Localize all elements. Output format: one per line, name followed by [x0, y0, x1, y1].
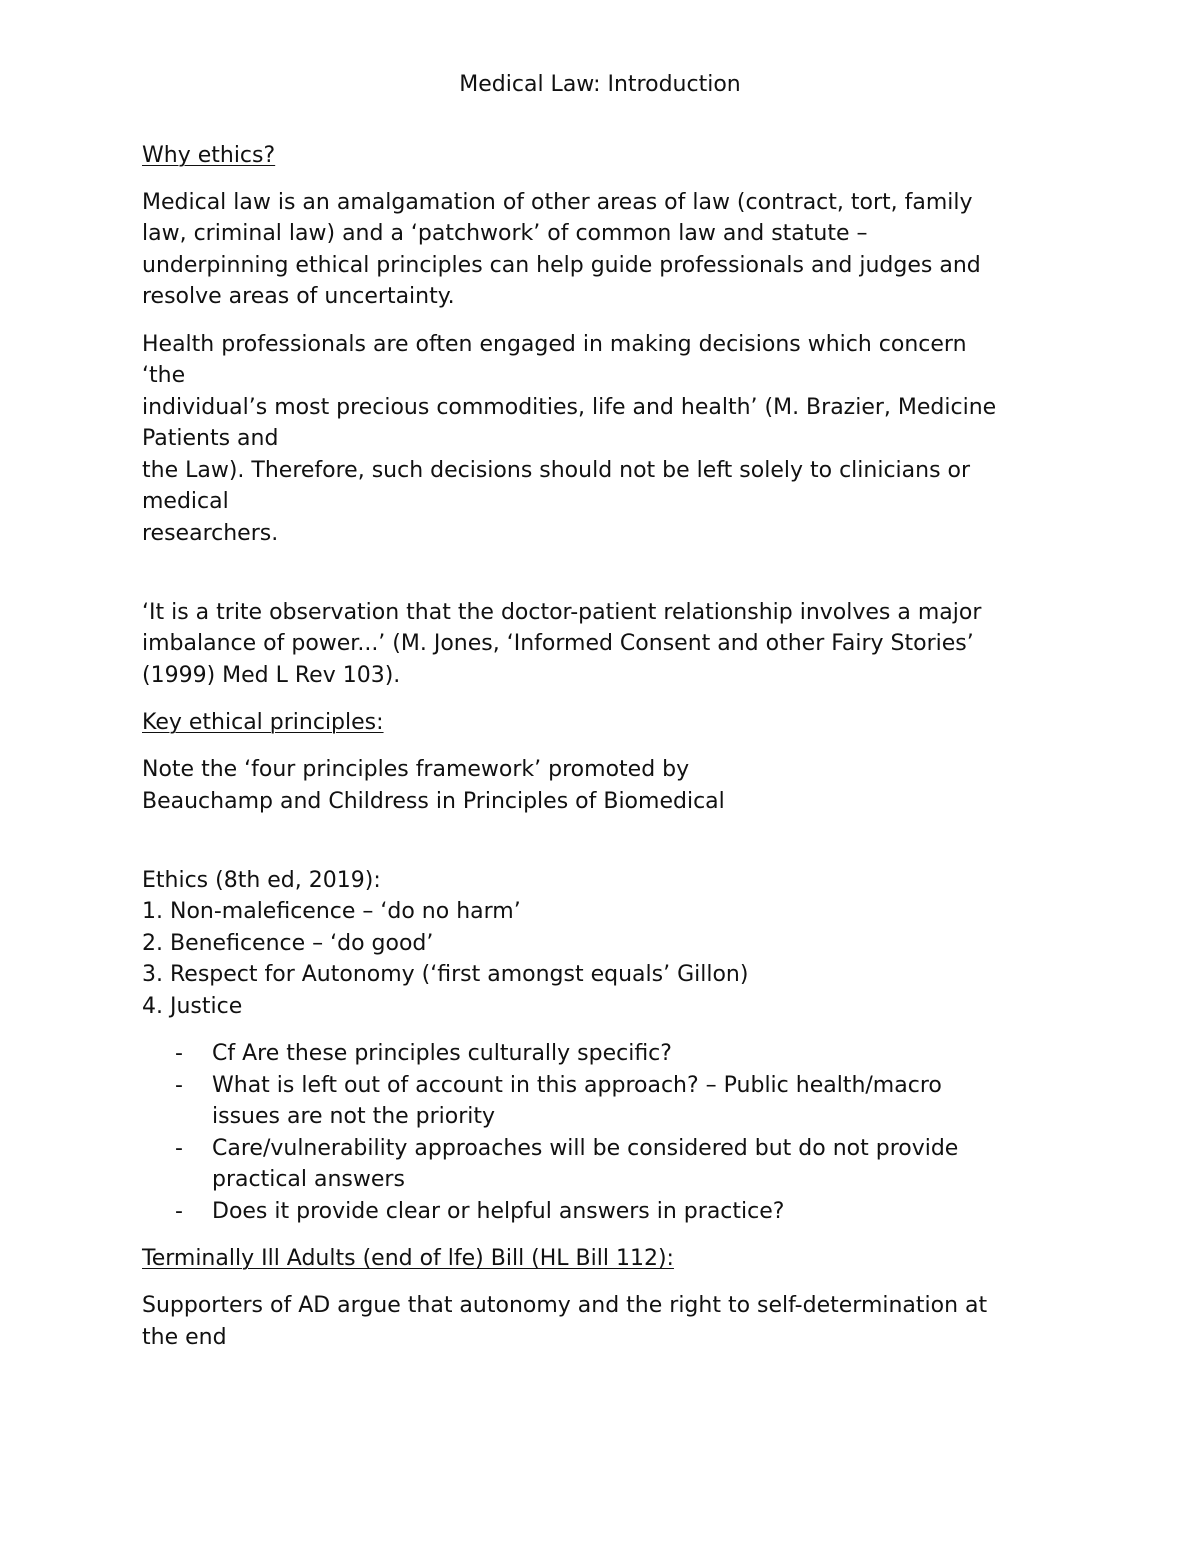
paragraph-line: law, criminal law) and a ‘patchwork’ of common law and statute –: [142, 221, 868, 246]
principle-item: 1. Non-maleficence – ‘do no harm’: [142, 899, 521, 924]
paragraph-line: Medical law is an amalgamation of other areas of law (contract, tort, family: [142, 190, 973, 215]
bullet-marker: -: [175, 1073, 183, 1098]
paragraph-line: individual’s most precious commodities, life and health’ (M. Brazier, Medicine: [142, 395, 997, 420]
bullet-item: Does it provide clear or helpful answers in practice?: [212, 1199, 785, 1224]
paragraph-line: Note the ‘four principles framework’ promoted by: [142, 757, 690, 782]
principle-item: 3. Respect for Autonomy (‘first amongst equals’ Gillon): [142, 962, 749, 987]
bullet-marker: -: [175, 1136, 183, 1161]
bullet-item: issues are not the priority: [212, 1104, 496, 1129]
paragraph-line: Patients and: [142, 426, 279, 451]
bullet-item: Cf Are these principles culturally specific?: [212, 1041, 672, 1066]
quote-line: imbalance of power...’ (M. Jones, ‘Informed Consent and other Fairy Stories’: [142, 631, 974, 656]
quote-line: (1999) Med L Rev 103).: [142, 663, 401, 688]
principle-item: 4. Justice: [142, 994, 243, 1019]
bullet-item: practical answers: [212, 1167, 405, 1192]
bullet-marker: -: [175, 1041, 183, 1066]
bullet-item: Care/vulnerability approaches will be considered but do not provide: [212, 1136, 959, 1161]
paragraph-line: Health professionals are often engaged in making decisions which concern: [142, 332, 967, 357]
quote-line: ‘It is a trite observation that the doctor-patient relationship involves a major: [142, 600, 982, 625]
paragraph-line: Ethics (8th ed, 2019):: [142, 868, 381, 893]
heading-terminally-ill-adults-bill: Terminally Ill Adults (end of lfe) Bill (HL Bill 112):: [142, 1246, 674, 1271]
paragraph-line: researchers.: [142, 521, 279, 546]
paragraph-line: Supporters of AD argue that autonomy and the right to self-determination at: [142, 1293, 988, 1318]
paragraph-line: the end: [142, 1325, 227, 1350]
bullet-marker: -: [175, 1199, 183, 1224]
paragraph-line: underpinning ethical principles can help guide professionals and judges and: [142, 253, 981, 278]
bullet-item: What is left out of account in this approach? – Public health/macro: [212, 1073, 942, 1098]
paragraph-line: medical: [142, 489, 229, 514]
heading-why-ethics: Why ethics?: [142, 143, 276, 168]
paragraph-line: Beauchamp and Childress in Principles of Biomedical: [142, 789, 725, 814]
heading-key-ethical-principles: Key ethical principles:: [142, 710, 384, 735]
paragraph-line: ‘the: [142, 363, 186, 388]
document-title: Medical Law: Introduction: [459, 72, 741, 97]
paragraph-line: resolve areas of uncertainty.: [142, 284, 455, 309]
principle-item: 2. Beneficence – ‘do good’: [142, 931, 434, 956]
paragraph-line: the Law). Therefore, such decisions should not be left solely to clinicians or: [142, 458, 971, 483]
